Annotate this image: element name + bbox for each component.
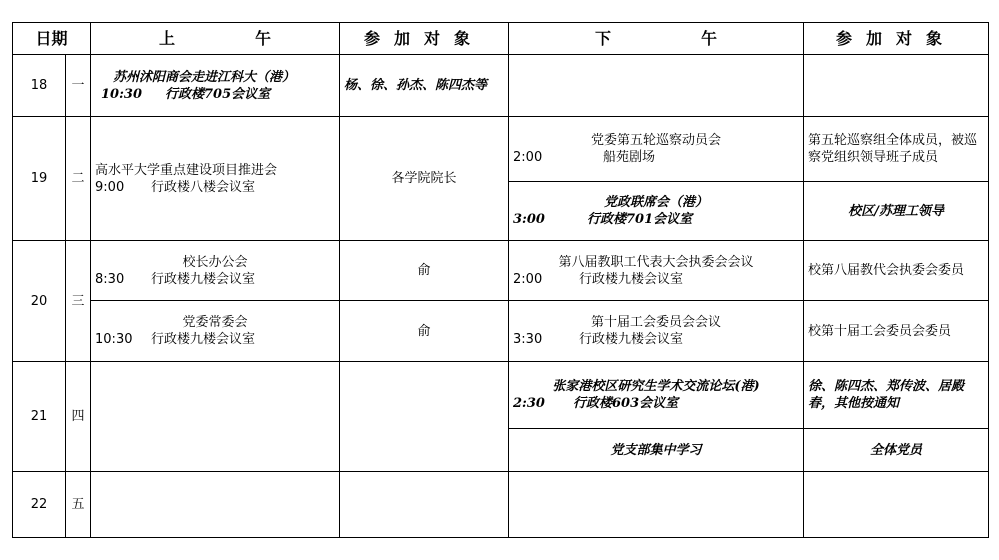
- event-title: 高水平大学重点建设项目推进会: [95, 162, 278, 178]
- event-time-location: [513, 271, 799, 288]
- pm-participants: 校第八届教代会执委会委员: [804, 241, 989, 301]
- weekday: 二: [66, 117, 91, 241]
- table-row: [13, 117, 989, 182]
- event-time-location: [513, 149, 799, 166]
- table-row: [13, 362, 989, 429]
- event-title: 第十届工会委员会会议: [591, 315, 722, 330]
- am-event-cell: [91, 55, 340, 117]
- event-time: 2:00: [513, 271, 543, 287]
- weekday: 五: [66, 472, 91, 538]
- event-time: 8:30: [95, 271, 125, 287]
- event-title: 党委第五轮巡察动员会: [591, 133, 722, 148]
- day-number: 21: [13, 362, 66, 472]
- event-time-location: [95, 271, 335, 288]
- event-location: 行政楼九楼会议室: [151, 332, 256, 347]
- event-title: 党委常委会: [182, 315, 248, 330]
- day-number: 20: [13, 241, 66, 362]
- event-time-location: [95, 179, 335, 196]
- pm-event-cell: [509, 55, 804, 117]
- event-time-location: [101, 86, 335, 103]
- pm-participants: 全体党员: [804, 429, 989, 472]
- pm-event-cell: [509, 117, 804, 182]
- table-row: [13, 301, 989, 362]
- event-time-location: [513, 211, 799, 228]
- event-time: 2:00: [513, 150, 543, 165]
- event-location: 行政楼九楼会议室: [579, 271, 684, 287]
- event-time: 10:30: [95, 332, 133, 347]
- event-time: 3:30: [513, 332, 543, 347]
- event-location: 行政楼八楼会议室: [151, 179, 256, 195]
- weekday: 三: [66, 241, 91, 362]
- event-time: 9:00: [95, 179, 125, 195]
- am-event-cell: [91, 362, 340, 472]
- weekday: 四: [66, 362, 91, 472]
- header-afternoon: 下 午: [509, 23, 804, 55]
- pm-participants: 徐、陈四杰、郑传波、居殿春，其他按通知: [804, 362, 989, 429]
- am-participants: 俞: [340, 301, 509, 362]
- pm-participants: 校区/苏理工领导: [804, 182, 989, 241]
- am-event-cell: [91, 117, 340, 241]
- am-participants: 杨、徐、孙杰、陈四杰等: [340, 55, 509, 117]
- pm-event-cell: [509, 241, 804, 301]
- pm-participants: 第五轮巡察组全体成员，被巡察党组织领导班子成员: [804, 117, 989, 182]
- header-row: [13, 23, 989, 55]
- pm-participants: 校第十届工会委员会委员: [804, 301, 989, 362]
- am-event-cell: [91, 301, 340, 362]
- event-title: 党政联席会（港）: [604, 195, 709, 210]
- event-title: 张家港校区研究生学术交流论坛(港): [552, 379, 760, 394]
- pm-participants: [804, 472, 989, 538]
- header-participants-am: 参加对象: [340, 23, 509, 55]
- table-row: [13, 55, 989, 117]
- event-time: 10:30: [101, 86, 142, 102]
- event-time: 2:30: [513, 396, 545, 411]
- header-morning: 上 午: [91, 23, 340, 55]
- event-title: 第八届教职工代表大会执委会会议: [558, 254, 754, 270]
- event-title: 苏州沭阳商会走进江科大（港）: [113, 69, 296, 85]
- event-time-location: [95, 331, 335, 348]
- event-time: 3:00: [513, 212, 545, 227]
- am-event-cell: [91, 241, 340, 301]
- day-number: 19: [13, 117, 66, 241]
- pm-event-cell: [509, 362, 804, 429]
- am-participants: [340, 362, 509, 472]
- day-number: 18: [13, 55, 66, 117]
- event-location: 行政楼603会议室: [573, 396, 679, 411]
- table-row: [13, 241, 989, 301]
- weekly-schedule-table: [12, 22, 989, 538]
- event-location: 行政楼九楼会议室: [151, 271, 256, 287]
- am-participants: 俞: [340, 241, 509, 301]
- am-event-cell: [91, 472, 340, 538]
- pm-participants: [804, 55, 989, 117]
- event-location: 船苑剧场: [603, 150, 656, 165]
- event-title: 校长办公会: [182, 254, 248, 270]
- event-location: 行政楼九楼会议室: [579, 332, 684, 347]
- pm-event-cell: [509, 301, 804, 362]
- pm-event-cell: [509, 472, 804, 538]
- event-location: 行政楼701会议室: [587, 212, 693, 227]
- header-date: 日期: [13, 23, 91, 55]
- day-number: 22: [13, 472, 66, 538]
- pm-event-cell: 党支部集中学习: [509, 429, 804, 472]
- header-participants-pm: 参加对象: [804, 23, 989, 55]
- weekday: 一: [66, 55, 91, 117]
- table-row: [13, 472, 989, 538]
- event-location: 行政楼705会议室: [165, 86, 271, 102]
- am-participants: [340, 472, 509, 538]
- am-participants: 各学院院长: [340, 117, 509, 241]
- event-time-location: [513, 331, 799, 348]
- event-time-location: [513, 395, 799, 412]
- pm-event-cell: [509, 182, 804, 241]
